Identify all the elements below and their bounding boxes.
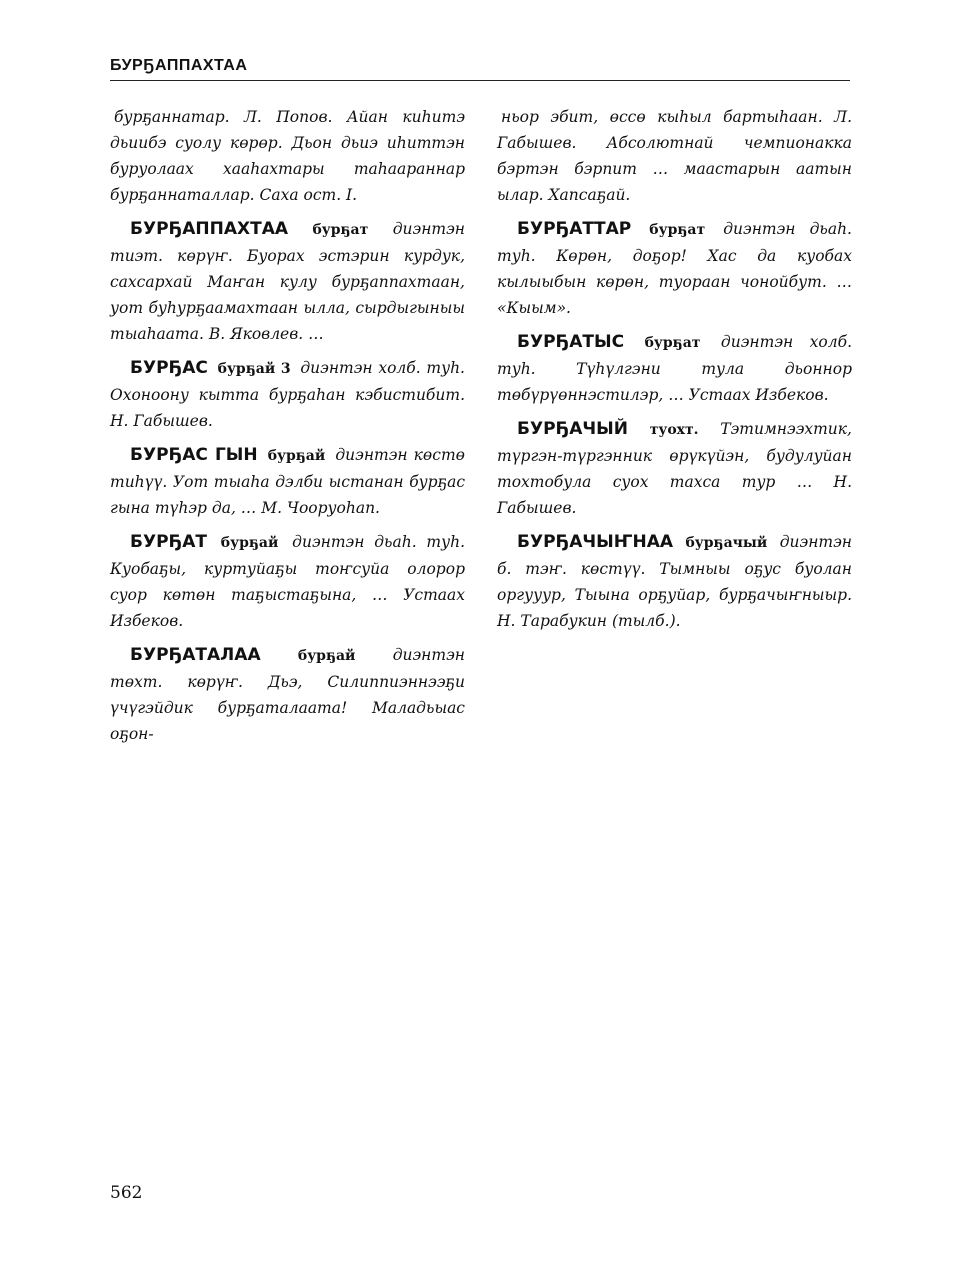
dictionary-entry [497, 416, 852, 521]
entry-headword: БУРҔАТ [130, 532, 208, 552]
entry-headword: БУРҔАЧЫЙ [517, 419, 628, 439]
dictionary-entry [497, 529, 852, 634]
entry-root: бурҕачый [685, 535, 768, 551]
entry-headword: БУРҔАТЫС [517, 332, 625, 352]
entry-text: бурҕаннатар. Л. Попов. Айан киһитэ дьиибэ суолу көрөр. Дьон дьиэ иһиттэн буруолаах хааһахтары таһаараннар бурҕаннаталлар. Саха ост. I. [110, 108, 465, 204]
header-rule [110, 80, 850, 81]
entry-text: Тэтимнээхтик, түргэн-түргэнник өрүкүйэн, будулуйан тохтобула суох тахса тур … Н. Габышев. [497, 420, 852, 517]
dictionary-entry [110, 642, 465, 747]
entry-headword: БУРҔАС [130, 358, 208, 378]
entry-text: диэнтэн көстө тиһүү. Уот тыаһа дэлби ыстанан бурҕас гына түһэр да, … М. Чооруоһап. [110, 446, 465, 517]
entry-headword: БУРҔАЧЫҤНАА [517, 532, 674, 552]
entry-text: диэнтэн холб. туһ. Түһүлгэни тула дьоннор төбүрүөннэстилэр, … Устаах Избеков. [497, 333, 852, 404]
dictionary-entry [110, 104, 465, 208]
entry-root: бурҕай [297, 648, 356, 664]
entry-root: бурҕат [644, 335, 701, 351]
dictionary-entry [110, 529, 465, 634]
entry-text: диэнтэн дьаһ. туһ. Куобаҕы, куртуйаҕы тоҥсуйа олорор суор көтөн таҕыстаҕына, … Устаах Избеков. [110, 533, 465, 630]
right-column [497, 104, 852, 642]
entry-headword: БУРҔАППАХТАА [130, 219, 289, 239]
entry-headword: БУРҔАС ГЫН [130, 445, 258, 465]
entry-text: диэнтэн дьаһ. туһ. Көрөн, доҕор! Хас да куобах кылыыбын көрөн, туораан чонойбут. … «Кыым». [497, 220, 852, 317]
running-header: БУРҔАППАХТАА [110, 57, 248, 74]
entry-text: ньор эбит, өссө кыһыл бартыһаан. Л. Габышев. Абсолютнай чемпионакка бэртэн бэрпит … маастарын аатын ылар. Хапсаҕай. [497, 108, 852, 204]
dictionary-entry [497, 104, 852, 208]
entry-root: бурҕай [220, 535, 279, 551]
dictionary-entry [110, 442, 465, 521]
entry-text: диэнтэн б. тэҥ. көстүү. Тымныы оҕус буолан оргууур, Тыына орҕуйар, бурҕачыҥныыр. Н. Тарабукин (тылб.). [497, 533, 852, 630]
dictionary-entry [497, 329, 852, 408]
dictionary-entry [110, 216, 465, 347]
entry-headword: БУРҔАТТАР [517, 219, 632, 239]
entry-root: туохт. [649, 422, 699, 438]
entry-text: диэнтэн төхт. көрүҥ. Дьэ, Силиппиэннээҕи үчүгэйдик бурҕаталаата! Маладьыас оҕон- [110, 646, 465, 743]
entry-root: бурҕай [267, 448, 326, 464]
entry-root: бурҕат [649, 222, 706, 238]
page-number: 562 [110, 1183, 143, 1203]
entry-root: бурҕай 3 [217, 361, 291, 377]
entry-text: диэнтэн тиэт. көрүҥ. Буорах эстэрин курдук, сахсархай Маҥан кулу бурҕаппахтаан, уот буһурҕаамахтаан ылла, сырдыгыныы тыаһаата. В. Яковлев. … [110, 220, 465, 343]
dictionary-entry [110, 355, 465, 434]
entry-headword: БУРҔАТАЛАА [130, 645, 261, 665]
entry-root: бурҕат [312, 222, 369, 238]
dictionary-entry [497, 216, 852, 321]
entry-text: диэнтэн холб. туһ. Охоноону кытта бурҕаһан кэбистибит. Н. Габышев. [110, 359, 465, 430]
left-column [110, 104, 465, 755]
